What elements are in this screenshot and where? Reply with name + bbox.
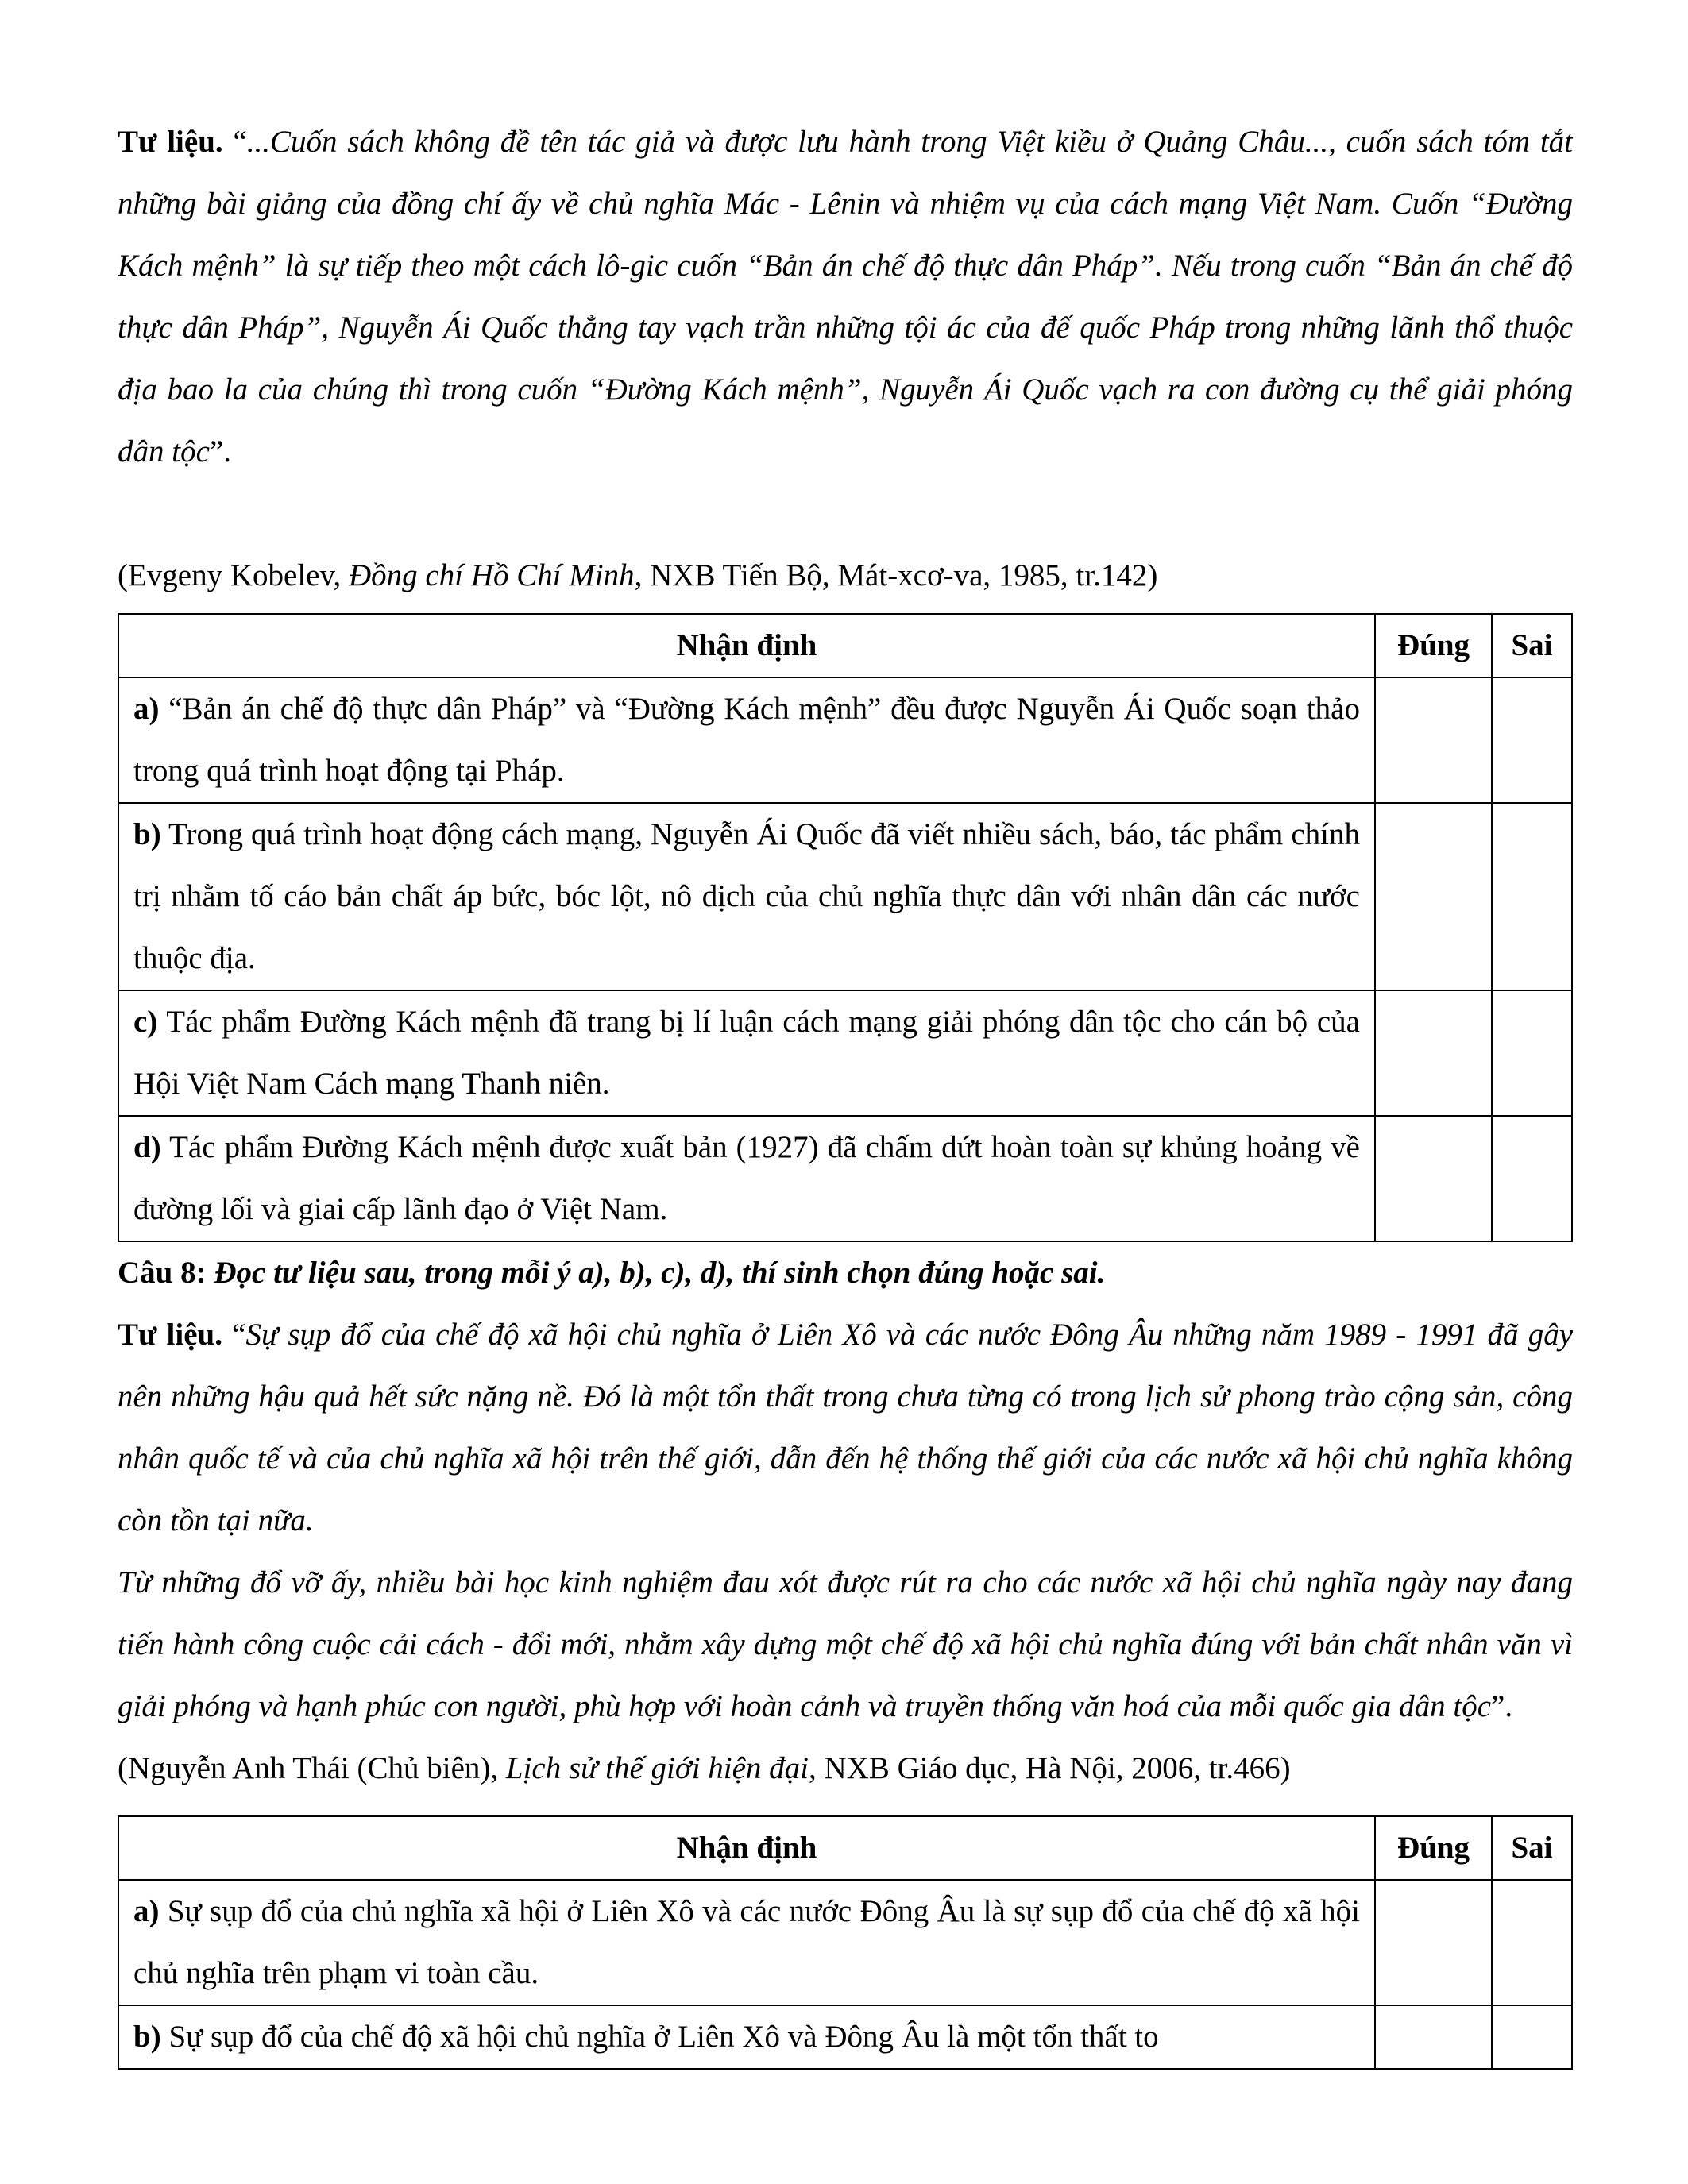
statement-key: b) [133,2020,161,2054]
source-2-title: Lịch sử thế giới hiện đại [505,1751,809,1785]
source-2-prefix: (Nguyễn Anh Thái (Chủ biên), [118,1751,506,1785]
passage-2-open-quote: “ [222,1318,246,1352]
statement-text: Trong quá trình hoạt động cách mạng, Nguyễn Ái Quốc đã viết nhiều sách, báo, tác phẩm chính trị nhằm tố cáo bản chất áp bức, bóc lột, nô dịch của chủ nghĩa thực dân với nhân dân các nước thuộc địa. [133,817,1360,975]
false-answer-cell[interactable] [1492,1880,1572,2005]
statement-cell [118,2005,1375,2069]
header-true: Đúng [1375,614,1492,677]
statement-key: a) [133,1894,160,1928]
table-header-row [118,1816,1572,1880]
header-false: Sai [1492,614,1572,677]
question-8-heading [118,1242,1573,1304]
statement-text: Sự sụp đổ của chủ nghĩa xã hội ở Liên Xô và các nước Đông Âu là sự sụp đổ của chế độ xã hội chủ nghĩa trên phạm vi toàn cầu. [133,1894,1360,1990]
table-row [118,1880,1572,2005]
table-row [118,2005,1572,2069]
true-answer-cell[interactable] [1375,990,1492,1116]
passage-1 [118,111,1573,545]
passage-2-close-quote: ”. [1491,1689,1513,1723]
true-answer-cell[interactable] [1375,677,1492,803]
table-row [118,677,1572,803]
true-answer-cell[interactable] [1375,1880,1492,2005]
passage-2-continued [118,1552,1573,1738]
table-row [118,1116,1572,1241]
header-statement: Nhận định [118,614,1375,677]
source-1-prefix: (Evgeny Kobelev, [118,558,349,592]
source-citation-2 [118,1738,1573,1800]
passage-1-label: Tư liệu. [118,125,223,159]
statement-text: “Bản án chế độ thực dân Pháp” và “Đường Kách mệnh” đều được Nguyễn Ái Quốc soạn thảo trong quá trình hoạt động tại Pháp. [133,692,1360,788]
statement-cell [118,803,1375,990]
statement-cell [118,1116,1375,1241]
header-statement: Nhận định [118,1816,1375,1880]
false-answer-cell[interactable] [1492,1116,1572,1241]
statement-text: Sự sụp đổ của chế độ xã hội chủ nghĩa ở Liên Xô và Đông Âu là một tổn thất to [160,2020,1159,2054]
false-answer-cell[interactable] [1492,2005,1572,2069]
statement-key: b) [133,817,161,851]
header-false: Sai [1492,1816,1572,1880]
question-8-label: Câu 8: [118,1256,207,1290]
passage-2 [118,1304,1573,1552]
source-citation-1 [118,545,1573,607]
assessment-table-1 [118,613,1573,1242]
statement-text: Tác phẩm Đường Kách mệnh đã trang bị lí luận cách mạng giải phóng dân tộc cho cán bộ của Hội Việt Nam Cách mạng Thanh niên. [133,1005,1360,1101]
statement-cell [118,1880,1375,2005]
question-8-instruction: Đọc tư liệu sau, trong mỗi ý a), b), c), d), thí sinh chọn đúng hoặc sai. [206,1256,1106,1290]
assessment-table-2 [118,1815,1573,2070]
table-header-row [118,614,1572,677]
statement-cell [118,990,1375,1116]
header-true: Đúng [1375,1816,1492,1880]
false-answer-cell[interactable] [1492,677,1572,803]
true-answer-cell[interactable] [1375,1116,1492,1241]
false-answer-cell[interactable] [1492,803,1572,990]
passage-2-text-2: Từ những đổ vỡ ấy, nhiều bài học kinh nghiệm đau xót được rút ra cho các nước xã hội chủ nghĩa ngày nay đang tiến hành công cuộc cải cách - đổi mới, nhằm xây dựng một chế độ xã hội chủ nghĩa đúng với bản chất nhân văn vì giải phóng và hạnh phúc con người, phù hợp với hoàn cảnh và truyền thống văn hoá của mỗi quốc gia dân tộc [118,1565,1573,1723]
source-2-suffix: , NXB Giáo dục, Hà Nội, 2006, tr.466) [809,1751,1291,1785]
passage-2-text-1: Sự sụp đổ của chế độ xã hội chủ nghĩa ở Liên Xô và các nước Đông Âu những năm 1989 - 1991 đã gây nên những hậu quả hết sức nặng nề. Đó là một tổn thất trong chưa từng có trong lịch sử phong trào cộng sản, công nhân quốc tế và của chủ nghĩa xã hội trên thế giới, dẫn đến hệ thống thế giới của các nước xã hội chủ nghĩa không còn tồn tại nữa. [118,1318,1573,1538]
true-answer-cell[interactable] [1375,2005,1492,2069]
table-row [118,803,1572,990]
statement-key: d) [133,1130,161,1164]
table-row [118,990,1572,1116]
source-1-title: Đồng chí Hồ Chí Minh [348,558,635,592]
passage-2-label: Tư liệu. [118,1318,222,1352]
true-answer-cell[interactable] [1375,803,1492,990]
statement-key: c) [133,1005,158,1039]
passage-1-close-quote: ”. [209,434,231,469]
document-page [118,111,1573,2070]
passage-1-open-quote: “ [222,125,247,159]
passage-1-text: ...Cuốn sách không đề tên tác giả và được lưu hành trong Việt kiều ở Quảng Châu..., cuốn sách tóm tắt những bài giảng của đồng chí ấy về chủ nghĩa Mác - Lênin và nhiệm vụ của cách mạng Việt Nam. Cuốn “Đường Kách mệnh” là sự tiếp theo một cách lô-gic cuốn “Bản án chế độ thực dân Pháp”. Nếu trong cuốn “Bản án chế độ thực dân Pháp”, Nguyễn Ái Quốc thẳng tay vạch trần những tội ác của đế quốc Pháp trong những lãnh thổ thuộc địa bao la của chúng thì trong cuốn “Đường Kách mệnh”, Nguyễn Ái Quốc vạch ra con đường cụ thể giải phóng dân tộc [118,125,1573,469]
statement-key: a) [133,692,160,726]
statement-cell [118,677,1375,803]
false-answer-cell[interactable] [1492,990,1572,1116]
statement-text: Tác phẩm Đường Kách mệnh được xuất bản (1927) đã chấm dứt hoàn toàn sự khủng hoảng về đường lối và giai cấp lãnh đạo ở Việt Nam. [133,1130,1360,1226]
source-1-suffix: , NXB Tiến Bộ, Mát-xcơ-va, 1985, tr.142) [634,558,1158,592]
